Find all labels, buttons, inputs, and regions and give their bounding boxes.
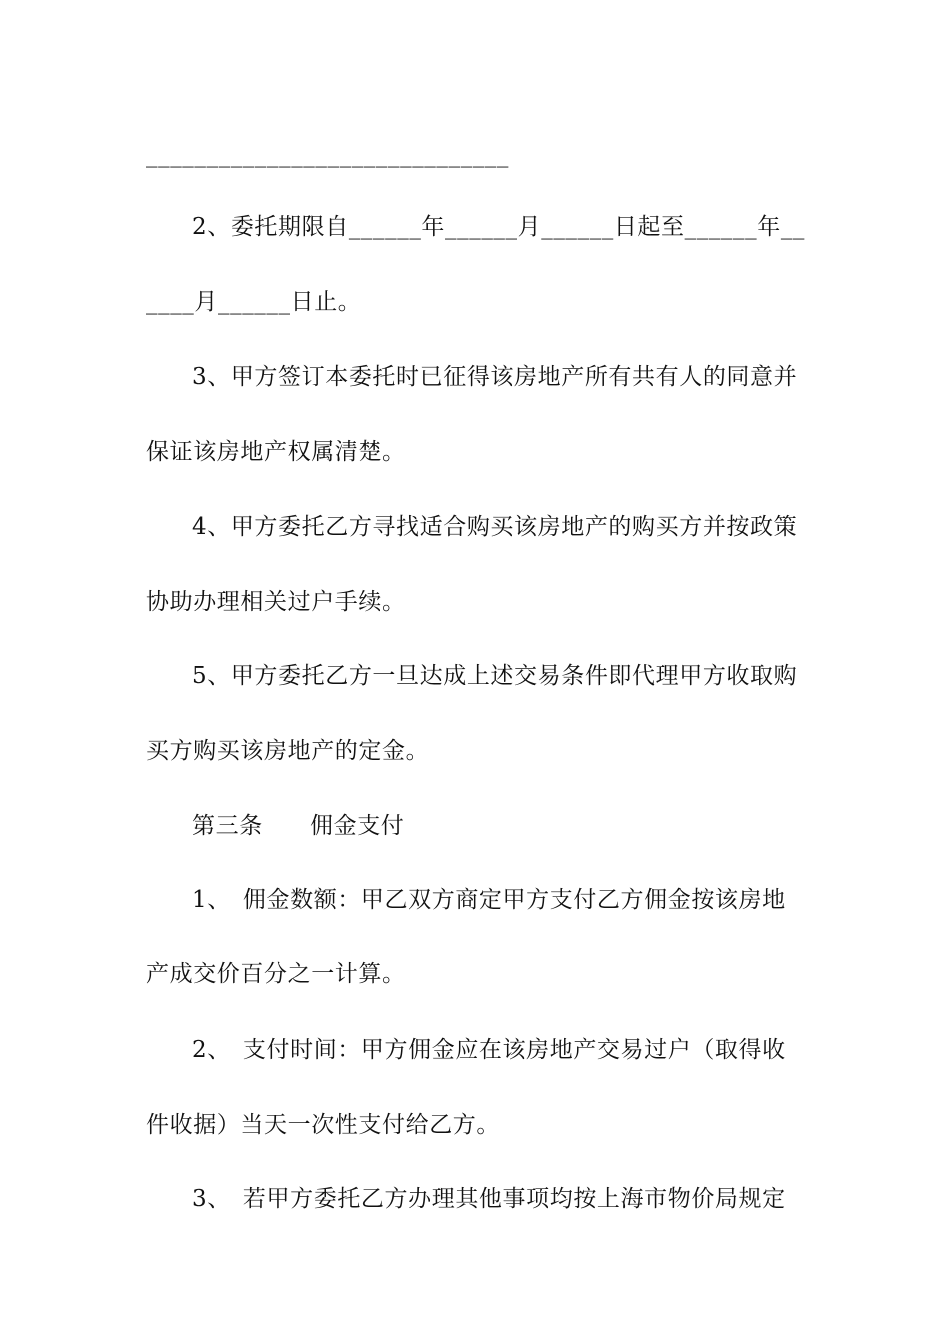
- clause-2-line-2: ____月______日止。: [146, 289, 362, 315]
- clause-3-line-1: 3、甲方签订本委托时已征得该房地产所有共有人的同意并: [192, 364, 798, 390]
- commission-2-line-1: 2、 支付时间：甲方佣金应在该房地产交易过户（取得收: [192, 1037, 786, 1063]
- clause-2-line-1: 2、委托期限自______年______月______日起至______年__: [192, 214, 806, 240]
- clause-4-line-2: 协助办理相关过户手续。: [146, 589, 406, 615]
- commission-1-line-2: 产成交价百分之一计算。: [146, 961, 406, 987]
- article-3-heading: 第三条 佣金支付: [192, 813, 405, 839]
- clause-3-line-2: 保证该房地产权属清楚。: [146, 439, 406, 465]
- commission-1-line-1: 1、 佣金数额：甲乙双方商定甲方支付乙方佣金按该房地: [192, 887, 786, 913]
- clause-5-line-2: 买方购买该房地产的定金。: [146, 738, 430, 764]
- commission-3-line-1: 3、 若甲方委托乙方办理其他事项均按上海市物价局规定: [192, 1186, 786, 1212]
- commission-2-line-2: 件收据）当天一次性支付给乙方。: [146, 1112, 500, 1138]
- blank-underline: ______________________________: [146, 142, 509, 168]
- clause-5-line-1: 5、甲方委托乙方一旦达成上述交易条件即代理甲方收取购: [192, 663, 798, 689]
- clause-4-line-1: 4、甲方委托乙方寻找适合购买该房地产的购买方并按政策: [192, 514, 798, 540]
